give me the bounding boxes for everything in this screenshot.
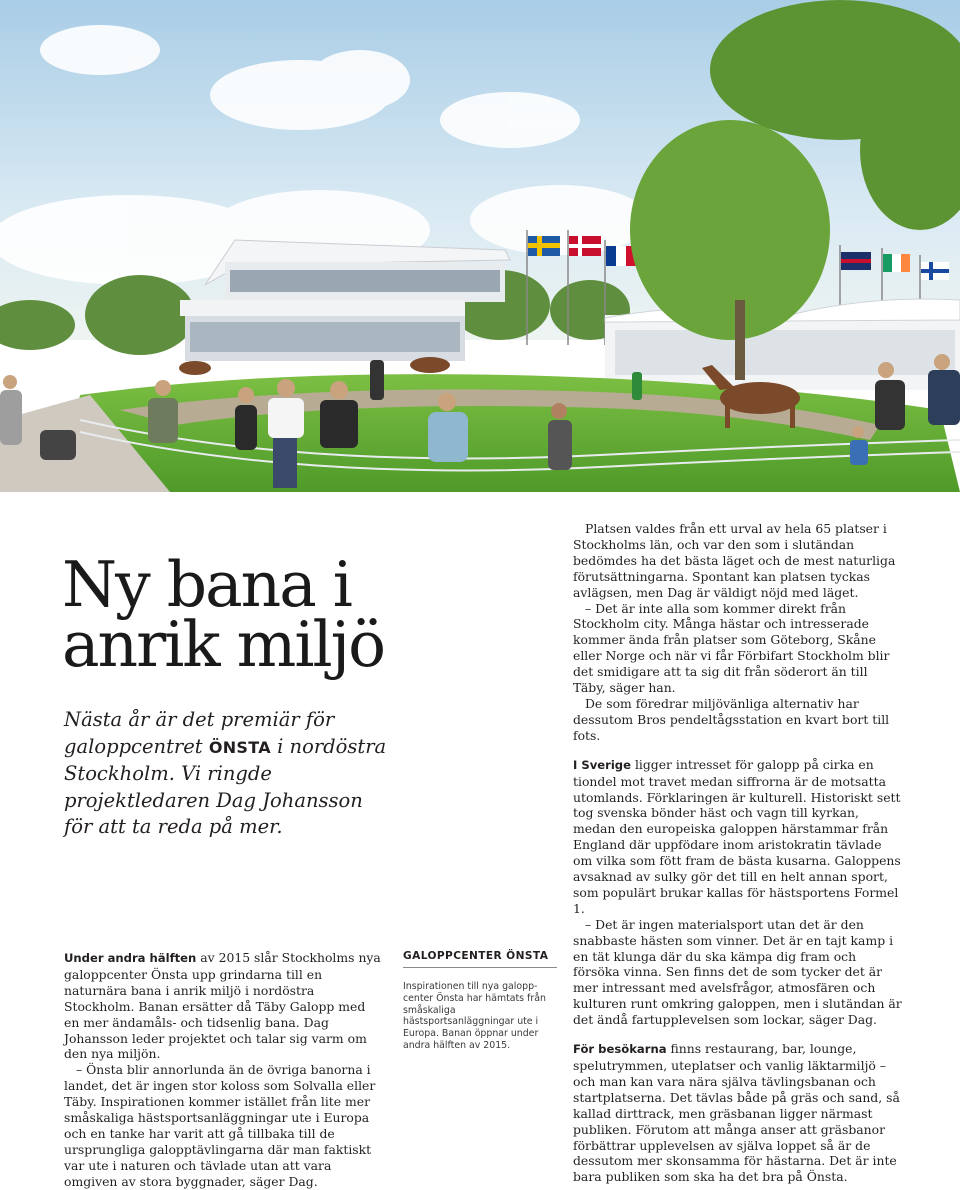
lead-paragraph: [64, 707, 394, 841]
paragraph: [64, 950, 384, 1062]
headline-line-2: anrik miljö: [62, 608, 385, 681]
lead-text-end: i nordöstra Stockholm. Vi ringde projektledaren Dag Johansson för att ta reda på mer.: [64, 734, 387, 838]
paragraph-text: finns restaurang, bar, lounge, spelutrymmen, uteplatser och vanlig läktarmiljö – och man kan vara nära själva tävlingsbanan och startplatserna. Det tävlas både på gräs och sand, så kallad dirttrack, men gräsbanan ligger närmast publiken. Förutom att många anser att gräsbanor förbättrar upplevelsen av själva loppet så är de dessutom mer skonsamma för hästarna. Det är inte bara publiken som ska ha det bra på Önsta.: [573, 1041, 900, 1185]
paragraph-lead-in: Under andra hälften: [64, 951, 197, 965]
body-column-right: [573, 521, 903, 1185]
paragraph: De som föredrar miljövänliga alternativ har dessutom Bros pendeltågsstation en kvart bort till fots.: [573, 695, 890, 743]
lead-brand-name: ÖNSTA: [208, 737, 271, 757]
paragraph: – Det är ingen materialsport utan det är den snabbaste hästen som vinner. Det är en tajt kamp i en tät klunga där du ska kämpa dig fram och försöka vinna. Sen finns det de som tycker det är mer intressant med avelsfrågor, atmosfären och kulturen runt omkring galoppen, men i slutändan är det ändå fartupplevelsen som lockar, säger Dag.: [573, 916, 902, 1028]
fact-box-title: GALOPPCENTER ÖNSTA: [403, 950, 557, 968]
fact-box-text: Inspirationen till nya galopp-center Önsta har hämtats från småskaliga hästsportsanläggningar ute i Europa. Banan öppnar under andra hälften av 2015.: [403, 981, 546, 1051]
paragraph: – Det är inte alla som kommer direkt från Stockholm city. Många hästar och intresserade kommer ända från platser som Göteborg, Skåne eller Norge och när vi får Förbifart Stockholm blir det smidigare att ta sig dit från söderort än till Täby, säger han.: [573, 600, 890, 696]
body-column-left: [64, 950, 384, 1190]
paragraph-lead-in: I Sverige: [573, 757, 631, 772]
paragraph-text: av 2015 slår Stockholms nya galoppcenter Önsta upp grindarna till en naturnära bana i anrik miljö i nordöstra Stockholm. Banan ersätter då Täby Galopp med en mer ändamåls- och tidsenlig bana. Dag Johansson leder projektet och talar sig varm om den nya miljön.: [64, 950, 381, 1062]
paragraph: [573, 1041, 903, 1185]
fact-box: [403, 950, 557, 1052]
grandstand: [180, 240, 510, 361]
paragraph: Platsen valdes från ett urval av hela 65 platser i Stockholms län, och var den som i slutändan bedömdes ha det bästa läget och de mest naturliga förutsättningarna. Spontant kan platsen tyckas avlägsen, men Dag är väldigt nöjd med läget.: [573, 521, 896, 600]
paragraph-lead-in: För besökarna: [573, 1042, 667, 1057]
headline: [62, 548, 385, 681]
paragraph: [573, 757, 903, 917]
headline-line-1: Ny bana i: [62, 548, 351, 621]
paragraph-text: ligger intresset för galopp på cirka en tiondel mot travet medan siffrorna är de motsatta utomlands. Förklaringen är kulturell. Historiskt sett tog svenska bönder häst och vagn till kyrkan, medan den europeiska galoppen härstammar från England där uppfödare inom aristokratin tävlade om vilka som fött fram de bästa kusarna. Galoppens avsaknad av sulky gör det till en helt annan sport, som populärt brukar kallas för hästsportens Formel 1.: [573, 756, 901, 916]
lead-text-start: Nästa år är det premiär för galoppcentret: [64, 708, 335, 758]
paragraph: – Önsta blir annorlunda än de övriga banorna i landet, det är ingen stor koloss som Solvalla eller Täby. Inspirationen kommer istället från lite mer småskaliga hästsportsanläggningar ute i Europa och en tanke har varit att gå tillbaka till de ursprungliga galopptävlingarna där man faktiskt var ute i naturen och tävlade utan att vara omgiven av stora byggnader, säger Dag.: [64, 1062, 376, 1189]
hero-image: [0, 0, 960, 492]
